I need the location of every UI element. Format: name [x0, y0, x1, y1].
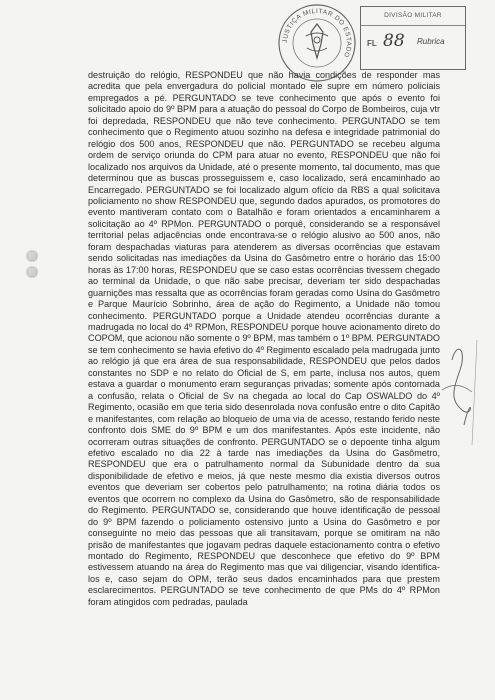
punch-hole	[26, 250, 38, 262]
stamp-fl-label: FL	[367, 39, 377, 48]
seal-text: JUSTIÇA MILITAR DO ESTADO	[281, 7, 353, 59]
stamp-header: DIVISÃO MILITAR	[361, 7, 465, 26]
stamp-page-number: 88	[383, 31, 405, 51]
punch-hole	[26, 266, 38, 278]
stamp-signature: Rubrica	[417, 37, 445, 46]
margin-rubric-icon	[432, 330, 482, 450]
page-number-stamp	[360, 6, 466, 70]
testimony-text: destruição do relógio, RESPONDEU que não havia condições de responder mas acredita que pela envergadura do policial montado ele supre em número policiais empregados a pé. PERGUNTADO se teve conhecimento que após o evento foi solicitado apoio do 9º BPM para a atuação do pessoal do Corpo de Bombeiros, cuja vtr foi depredada, RESPONDEU que não teve conhecimento. PERGUNTADO se tem conhecimento que o Regimento atuou sozinho na defesa e integridade patrimonial do relógio dos 500 anos, RESPONDEU que não. PERGUNTADO se recebeu alguma ordem de serviço oriunda do CPM para atuar no evento, RESPONDEU que não foi localizado nos arquivos da Unidade, até o presente momento, tal documento, mas que determinou que as buscas prosseguissem e, caso localizado, será encaminhado ao Encarregado. PERGUNTADO se foi localizado algum ofício da RBS a qual solicitava policiamento no show RESPONDEU que, segundo dados apurados, os promotores do evento mantiveram contato com o Batalhão e foram orientados a encaminharem a solicitação ao 4º RPMon. PERGUNTADO o porquê, considerando se a responsável territorial pelas adjacências onde encontrava-se o relógio alusivo ao 500 anos, não foram despachadas viaturas para atenderem as diversas ocorrências que estavam sendo solicitadas nas imediações da Usina do Gasômetro entre o horário das 15:00 horas às 17:00 horas, RESPONDEU que se caso estas ocorrências tivessem chegado ao terminal da Unidade, o que não sabe precisar, deveriam ter sido despachadas guarnições mas ressalta que as ocorrências foram geradas como Usina do Gasômetro e Parque Maurício Sobrinho, área de ação do Regimento, a Unidade não tomou conhecimento. PERGUNTADO porque a Unidade atendeu ocorrências durante a madrugada no local do 4º RPMon, RESPONDEU porque houve acionamento direto do COPOM, que acionou não somente o 9º BPM, mas também o 1º BPM. PERGUNTADO se tem conhecimento se havia efetivo do 4º Regimento escalado pela madrugada junto ao relógio já que era área de sua responsabilidade, RESPONDEU que pelos dados constantes no SDP e no relato do Oficial de S, em parte, inclusa nos autos, quem estava a guardar o monumento eram seguranças privadas; somente após contornada a confusão, relata o Oficial de Sv na chegada ao local do Cap OSWALDO do 4º Regimento, ocasião em que teria sido desenrolada nova confusão entre o dito Capitão e manifestantes, com relação ao bloqueio de uma via de acesso, restando ferido neste confronto dois SME do 9º BPM e um dos manifestantes. Após este incidente, não ocorreram outras situações de confronto. PERGUNTADO se o depoente tinha algum efetivo escalado no dia 22 à tarde nas imediações da Usina do Gasômetro, RESPONDEU que era o patrulhamento normal da Subunidade dentro da sua disponibilidade de efetivo e meios, já que neste mesmo dia existia diversos outros eventos que deveriam ser cobertos pelo patrulhamento; na rotina diária todos os eventos que ocorrem no complexo da Usina do Gasômetro, são de responsabilidade do Regimento. PERGUNTADO se, considerando que houve identificação de pessoal do 9º BPM fazendo o policiamento ostensivo junto a Usina do Gasômetro e por conseguinte no meio das pessoas que ali transitavam, porque se omitiram na não prisão de manifestantes que jogavam pedras daquele estacionamento contra o efetivo montado do Regimento, RESPONDEU que desconhece que efetivo do 9º BPM estivessem atuando na área do Regimento mas que vai diligenciar, visando identifica-los e, caso sejam do OPM, terão seus dados encaminhados para que prestem esclarecimentos. PERGUNTADO se teve conhecimento de que PMs do 4º RPMon foram atingidos com pedradas, paulada	[88, 70, 440, 607]
